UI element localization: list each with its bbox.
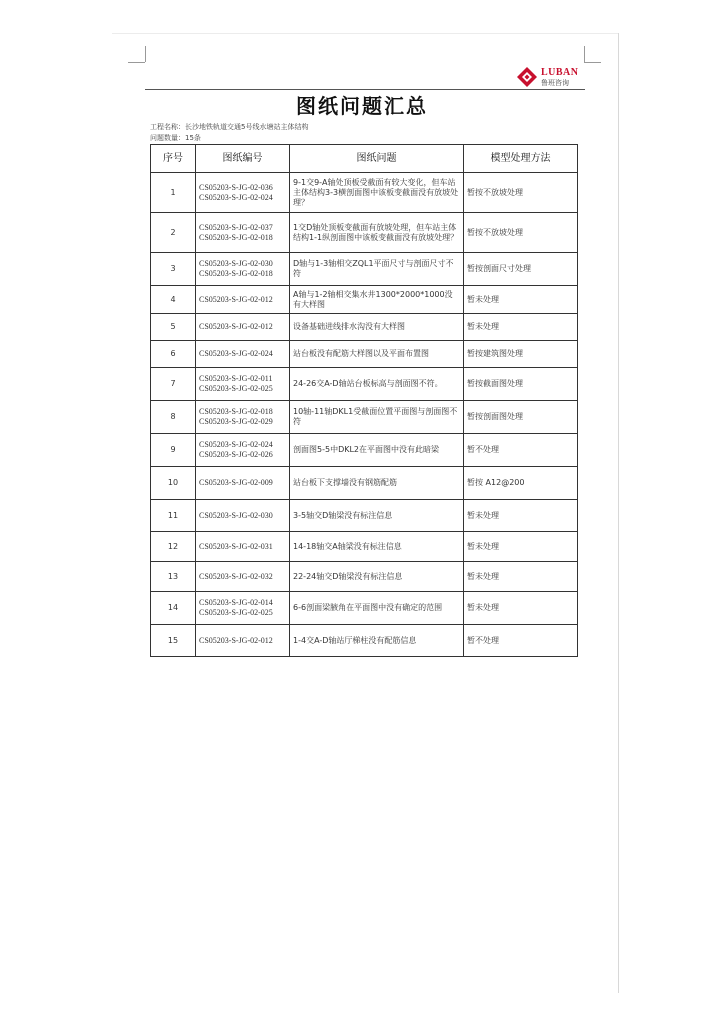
- model-method: 暂未处理: [464, 286, 578, 314]
- table-row: [151, 286, 578, 314]
- table-row: [151, 467, 578, 500]
- drawing-problem: 1-4交A-D轴站厅梯柱没有配筋信息: [290, 625, 464, 657]
- table-header-row: [151, 145, 578, 173]
- drawing-problem: 3-5轴交D轴梁没有标注信息: [290, 500, 464, 532]
- drawing-codes: [196, 368, 290, 401]
- drawing-code: CS05203-S-JG-02-012: [199, 635, 273, 645]
- crop-mark-top-right: [584, 62, 601, 63]
- drawing-problem: 22-24轴交D轴梁没有标注信息: [290, 562, 464, 592]
- column-header-method: 模型处理方法: [464, 145, 578, 173]
- drawing-code: CS05203-S-JG-02-024: [199, 192, 273, 202]
- crop-mark-top-left: [128, 62, 145, 63]
- page-title: 图纸问题汇总: [296, 94, 428, 118]
- drawing-problem: 1交D轴处顶板变截面有放坡处理，但车站主体结构1-1纵剖面图中该板变截面没有放坡处理？: [290, 213, 464, 253]
- drawing-code: CS05203-S-JG-02-026: [199, 450, 273, 459]
- drawing-problem: 6-6剖面梁腋角在平面图中没有确定的范围: [290, 592, 464, 625]
- drawing-problem: 剖面图5-5中DKL2在平面图中没有此暗梁: [290, 434, 464, 467]
- table-row: [151, 592, 578, 625]
- drawing-code: CS05203-S-JG-02-018: [199, 269, 273, 278]
- model-method: 暂不处理: [464, 434, 578, 467]
- drawing-code: CS05203-S-JG-02-018: [199, 232, 273, 242]
- drawing-problem: D轴与1-3轴相交ZQL1平面尺寸与剖面尺寸不符: [290, 253, 464, 286]
- drawing-code: CS05203-S-JG-02-025: [199, 384, 273, 393]
- table-row: [151, 368, 578, 401]
- table-row: [151, 500, 578, 532]
- row-number: 12: [151, 532, 196, 562]
- row-number: 3: [151, 253, 196, 286]
- drawing-problem: 设备基础进线排水沟没有大样图: [290, 314, 464, 341]
- drawing-codes: [196, 562, 290, 592]
- row-number: 4: [151, 286, 196, 314]
- model-method: 暂按 A12@200: [464, 467, 578, 500]
- drawing-codes: [196, 401, 290, 434]
- row-number: 10: [151, 467, 196, 500]
- drawing-code: CS05203-S-JG-02-024: [199, 349, 273, 358]
- table-row: [151, 253, 578, 286]
- table-row: [151, 532, 578, 562]
- row-number: 7: [151, 368, 196, 401]
- drawing-code: CS05203-S-JG-02-018: [199, 407, 273, 416]
- drawing-problem: 站台板没有配筋大样图以及平面布置图: [290, 341, 464, 368]
- row-number: 14: [151, 592, 196, 625]
- row-number: 6: [151, 341, 196, 368]
- drawing-codes: [196, 253, 290, 286]
- page-edge-top: [112, 33, 618, 34]
- crop-mark-top-right: [584, 46, 585, 62]
- drawing-codes: [196, 213, 290, 253]
- drawing-code: CS05203-S-JG-02-037: [199, 222, 273, 232]
- issues-table: [150, 144, 578, 657]
- table-row: [151, 213, 578, 253]
- drawing-code: CS05203-S-JG-02-029: [199, 417, 273, 426]
- table-row: [151, 434, 578, 467]
- row-number: 5: [151, 314, 196, 341]
- drawing-codes: [196, 434, 290, 467]
- logo-brand-cn: 鲁班咨询: [541, 79, 569, 87]
- drawing-code: CS05203-S-JG-02-014: [199, 598, 273, 607]
- drawing-code: CS05203-S-JG-02-012: [199, 322, 273, 331]
- page-edge-right: [618, 33, 619, 993]
- row-number: 9: [151, 434, 196, 467]
- row-number: 2: [151, 213, 196, 253]
- drawing-codes: [196, 592, 290, 625]
- drawing-code: CS05203-S-JG-02-030: [199, 510, 273, 520]
- table-row: [151, 401, 578, 434]
- model-method: 暂按截面图处理: [464, 368, 578, 401]
- model-method: 暂不处理: [464, 625, 578, 657]
- table-row: [151, 341, 578, 368]
- row-number: 11: [151, 500, 196, 532]
- table-row: [151, 562, 578, 592]
- drawing-code: CS05203-S-JG-02-032: [199, 571, 273, 581]
- drawing-codes: [196, 500, 290, 532]
- model-method: 暂未处理: [464, 592, 578, 625]
- drawing-code: CS05203-S-JG-02-012: [199, 294, 273, 304]
- model-method: 暂未处理: [464, 314, 578, 341]
- drawing-problem: 站台板下支撑墙没有钢筋配筋: [290, 467, 464, 500]
- drawing-code: CS05203-S-JG-02-011: [199, 374, 273, 383]
- drawing-code: CS05203-S-JG-02-024: [199, 440, 273, 449]
- drawing-code: CS05203-S-JG-02-025: [199, 608, 273, 617]
- model-method: 暂按剖面尺寸处理: [464, 253, 578, 286]
- drawing-codes: [196, 341, 290, 368]
- row-number: 1: [151, 173, 196, 213]
- row-number: 8: [151, 401, 196, 434]
- issue-count: 问题数量：15条: [150, 134, 201, 142]
- column-header-problem: 图纸问题: [290, 145, 464, 173]
- model-method: 暂按剖面图处理: [464, 401, 578, 434]
- drawing-codes: [196, 532, 290, 562]
- table-row: [151, 625, 578, 657]
- drawing-code: CS05203-S-JG-02-009: [199, 478, 273, 487]
- drawing-codes: [196, 314, 290, 341]
- table-body: [151, 173, 578, 657]
- project-name: 工程名称：长沙地铁轨道交通5号线水塘站主体结构: [150, 123, 309, 131]
- drawing-problem: 10轴-11轴DKL1受截面位置平面图与剖面图不符: [290, 401, 464, 434]
- drawing-code: CS05203-S-JG-02-036: [199, 182, 273, 192]
- column-header-no: 序号: [151, 145, 196, 173]
- drawing-codes: [196, 625, 290, 657]
- model-method: 暂按建筑图处理: [464, 341, 578, 368]
- drawing-codes: [196, 286, 290, 314]
- column-header-drawing-code: 图纸编号: [196, 145, 290, 173]
- drawing-code: CS05203-S-JG-02-031: [199, 541, 273, 551]
- row-number: 13: [151, 562, 196, 592]
- model-method: 暂按不放坡处理: [464, 213, 578, 253]
- luban-logo-icon: [516, 66, 538, 88]
- luban-logo: [516, 66, 586, 88]
- drawing-problem: 9-1交9-A轴处顶板受截面有较大变化，但车站主体结构3-3横剖面图中该板变截面没有放坡处理？: [290, 173, 464, 213]
- logo-brand: LUBAN: [541, 67, 579, 78]
- model-method: 暂未处理: [464, 562, 578, 592]
- model-method: 暂未处理: [464, 532, 578, 562]
- model-method: 暂按不放坡处理: [464, 173, 578, 213]
- drawing-problem: 24-26交A-D轴站台板标高与剖面图不符。: [290, 368, 464, 401]
- crop-mark-top-left: [145, 46, 146, 62]
- row-number: 15: [151, 625, 196, 657]
- drawing-codes: [196, 467, 290, 500]
- drawing-problem: A轴与1-2轴相交集水井1300*2000*1000没有大样图: [290, 286, 464, 314]
- drawing-codes: [196, 173, 290, 213]
- table-row: [151, 173, 578, 213]
- model-method: 暂未处理: [464, 500, 578, 532]
- drawing-code: CS05203-S-JG-02-030: [199, 259, 273, 268]
- drawing-problem: 14-18轴交A轴梁没有标注信息: [290, 532, 464, 562]
- table-row: [151, 314, 578, 341]
